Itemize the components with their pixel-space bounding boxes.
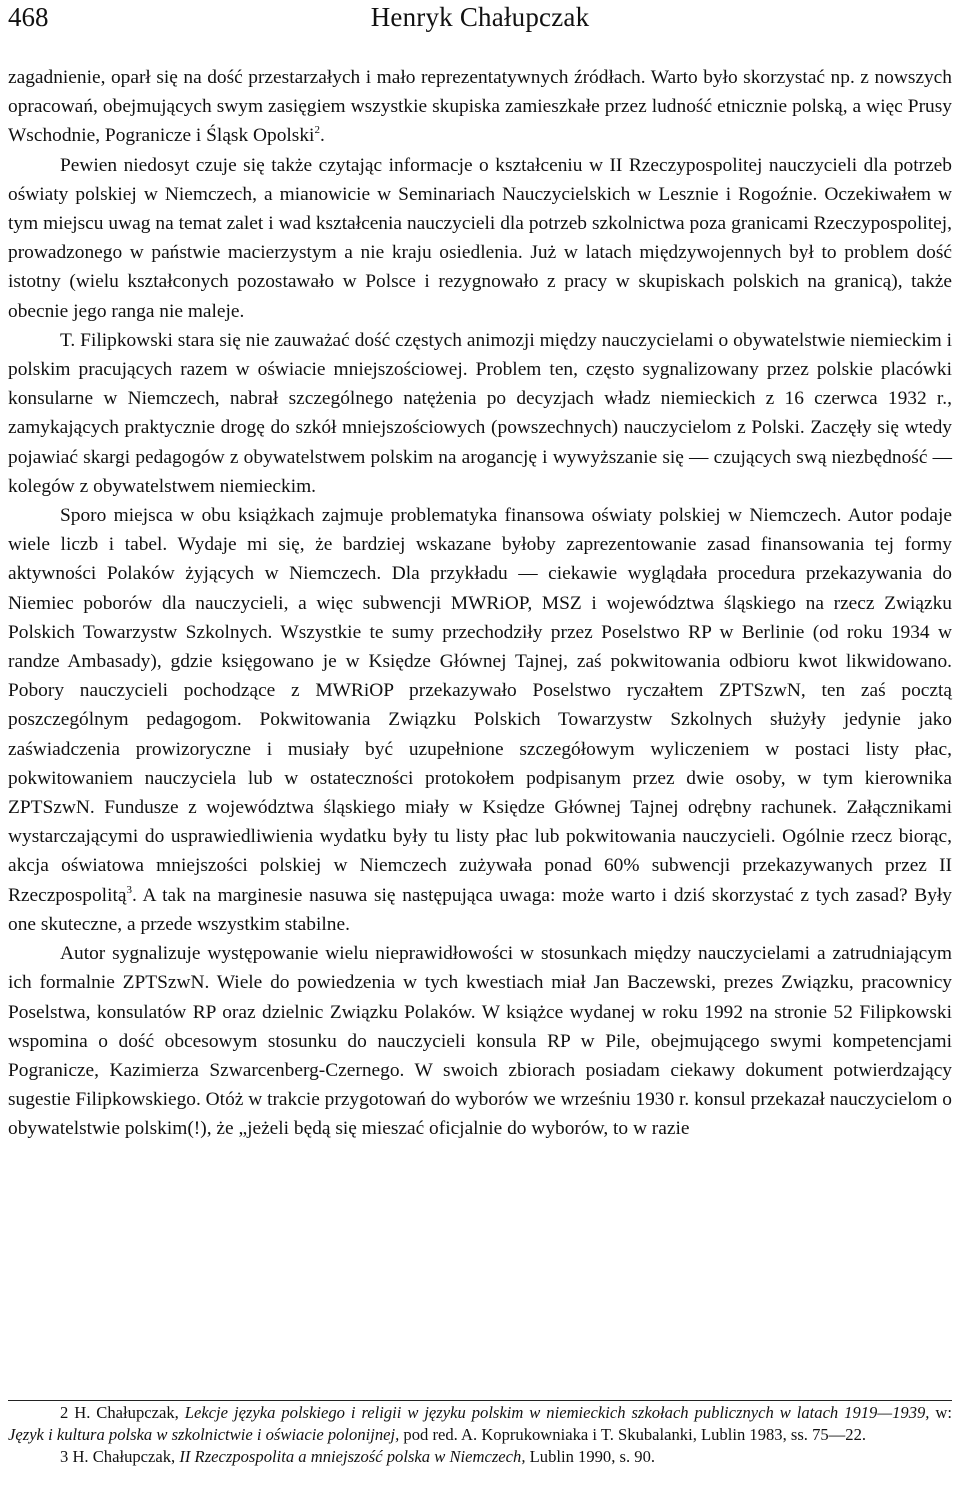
footnote-2-author: 2 H. Chałupczak, xyxy=(60,1403,185,1422)
paragraph-4-end: . A tak na marginesie nasuwa się następująca uwaga: może warto i dziś skorzystać z tych zasad? Były one skuteczne, a przede wszystkim stabilne. xyxy=(8,884,952,935)
footnote-2-in: w: xyxy=(929,1403,952,1422)
footnote-divider xyxy=(8,1400,952,1401)
paragraph-5: Autor sygnalizuje występowanie wielu nieprawidłowości w stosunkach między nauczycielami a zatrudniającym ich formalnie ZPTSzwN. Wiele do powiedzenia w tych kwestiach miał Jan Baczewski, prezes Związku, pracownicy Poselstwa, konsulatów RP oraz dzielnic Związku Polaków. W książce wydanej w roku 1992 na stronie 52 Filipkowski wspomina o dość obcesowym stosunku do nauczycieli konsula RP w Pile, obejmującego swymi kompetencjami Pogranicze, Kazimierza Szwarcenberg-Czernego. W swoich zbiorach posiadam ciekawy dokument potwierdzający sugestie Filipkowskiego. Otóż w trakcie przygotowań do wyborów we wrześniu 1930 r. konsul przekazał nauczycielom o obywatelstwie polskim(!), że „jeżeli będą się mieszać oficjalnie do wyborów, to w razie xyxy=(8,943,952,1140)
paragraph-3: T. Filipkowski stara się nie zauważać dość częstych animozji między nauczycielami o obywatelstwie niemieckim i polskim pracujących razem w oświacie mniejszościowej. Problem ten, często sygnalizowany przez polskie placówki konsularne w Niemczech, nabrał szczególnego natężenia po decyzjach władz niemieckich z 16 czerwca 1932 r., zamykających praktycznie drogę do szkół mniejszościowych (powszechnych) nauczycielom z Polski. Zaczęły się wtedy pojawiać skargi pedagogów z obywatelstwem polskim na arogancję i wywyższanie się — czujących swą niezbędność — kolegów z obywatelstwem niemieckim. xyxy=(8,329,952,497)
page-number: 468 xyxy=(8,2,49,32)
footnote-3 xyxy=(8,1446,952,1468)
paragraph-2: Pewien niedosyt czuje się także czytając informacje o kształceniu w II Rzeczypospolitej nauczycieli dla potrzeb oświaty polskiej w Niemczech, a mianowicie w Seminariach Nauczycielskich w Lesznie i Rogoźnie. Oczekiwałem w tym miejscu uwag na temat zalet i wad kształcenia nauczycieli dla potrzeb szkolnictwa poza granicami Rzeczypospolitej, prowadzonego w państwie macierzystym a nie kraju osiedlenia. Już w latach międzywojennych był to problem dość istotny (wielu kształconych pozostawało w Polsce i rezygnowało z pracy w skupiskach polskich na granicą), także obecnie jego ranga nie maleje. xyxy=(8,154,952,322)
footnotes xyxy=(8,1402,952,1469)
footnote-ref-2: 2 xyxy=(314,124,320,137)
paragraph-1 xyxy=(8,63,952,151)
paragraph-4-text: Sporo miejsca w obu książkach zajmuje problematyka finansowa oświaty polskiej w Niemczech. Autor podaje wiele liczb i tabel. Wydaje mi się, że bardziej wskazane byłoby zaprezentowanie zasad finansowania tej formy aktywności Polaków żyjących w Niemczech. Dla przykładu — ciekawie wyglądała procedura przekazywania do Niemiec poborów dla nauczycieli, a więc subwencji MWRiOP, MSZ i województwa śląskiego na rzecz Związku Polskich Towarzystw Szkolnych. Wszystkie te sumy przechodziły przez Poselstwo RP w Berlinie (od roku 1934 w randze Ambasady), gdzie księgowano je w Księdze Głównej Tajnej, zaś pokwitowania odbioru kwot likwidowano. Pobory nauczycieli pochodzące z MWRiOP przekazywało Poselstwo ryczałtem ZPTSzwN, ten zaś pocztą poszczególnym pedagogom. Pokwitowania Związku Polskich Towarzystw Szkolnych służyły jedynie jako zaświadczenia prowizoryczne i musiały być uzupełnione szczegółowym wyliczeniem w postaci listy płac, pokwitowaniem nauczyciela lub w ostateczności protokołem podpisanym przez dwie osoby, w tym kierownika ZPTSzwN. Fundusze z województwa śląskiego miały w Księdze Głównej Tajnej odrębny rachunek. Załącznikami wystarczającymi do usprawiedliwienia wydatku były tu listy płac lub pokwitowania nauczycieli. Ogólnie rzecz biorąc, akcja oświatowa mniejszości polskiej w Niemczech zużywała ponad 60% subwencji przekazywanych przez II Rzeczpospolitą xyxy=(8,505,952,906)
paragraph-1-text: zagadnienie, oparł się na dość przestarzałych i mało reprezentatywnych źródłach. Warto było skorzystać np. z nowszych opracowań, obejmujących swym zasięgiem wszystkie skupiska zamieszkałe przez ludność etnicznie polską, a więc Prusy Wschodnie, Pogranicze i Śląsk Opolski xyxy=(8,67,952,147)
footnote-2-title: Lekcje języka polskiego i religii w języku polskim w niemieckich szkołach publicznych w latach 1919—1939, xyxy=(184,1403,930,1422)
footnote-3-author: 3 H. Chałupczak, xyxy=(60,1447,180,1467)
footnote-3-details: Lublin 1990, s. 90. xyxy=(525,1447,656,1467)
footnote-3-title: II Rzeczpospolita a mniejszość polska w Niemczech, xyxy=(179,1447,526,1467)
footnote-2-book: Język i kultura polska w szkolnictwie i oświacie polonijnej, xyxy=(8,1425,400,1445)
paragraph-1-end: . xyxy=(319,125,325,147)
paragraph-4 xyxy=(8,501,952,939)
page-header xyxy=(8,0,952,40)
footnote-2 xyxy=(8,1402,952,1446)
running-head: Henryk Chałupczak xyxy=(370,2,590,32)
footnote-2-details: pod red. A. Koprukowniaka i T. Skubalanki, Lublin 1983, ss. 75—22. xyxy=(399,1425,867,1445)
footnote-ref-3: 3 xyxy=(126,883,132,896)
main-text xyxy=(8,63,952,1144)
